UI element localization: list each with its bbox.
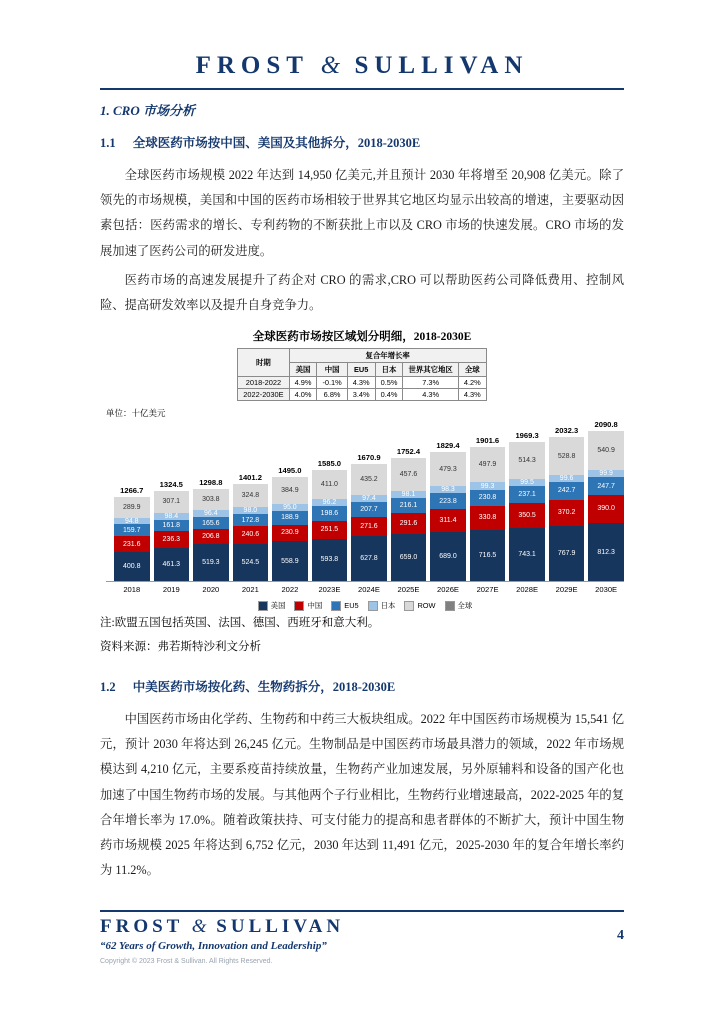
cagr-r1-cn: -0.1%: [317, 377, 347, 389]
legend-label: 全球: [457, 601, 473, 611]
bar-total-label: 1901.6: [475, 435, 500, 445]
x-axis-label: 2018: [123, 585, 141, 595]
bar-group: [351, 453, 387, 582]
bar-segment-美国: 400.8: [114, 552, 150, 581]
bar-segment-ROW: 384.9: [272, 477, 308, 505]
bar-stack: [470, 447, 506, 581]
bar-segment-中国: 370.2: [549, 500, 585, 527]
brand-left: FROST: [195, 52, 309, 79]
bar-segment-美国: 461.3: [154, 548, 190, 581]
bar-segment-ROW: 479.3: [430, 452, 466, 486]
figure-note: 注:欧盟五国包括英国、法国、德国、西班牙和意大利。: [100, 617, 380, 630]
bar-segment-日本: 99.3: [470, 482, 506, 489]
cagr-r2-us: 4.0%: [289, 389, 317, 401]
cagr-r1-global: 4.2%: [458, 377, 486, 389]
subsection-1-2-title: 中美医药市场按化药、生物药拆分，2018-2030E: [132, 679, 396, 694]
bar-segment-美国: 716.5: [470, 530, 506, 581]
legend-item-日本: [368, 600, 396, 611]
footer-brand-ampersand: &: [191, 916, 208, 937]
bar-segment-中国: 390.0: [588, 495, 624, 523]
x-axis-label: 2021: [241, 585, 259, 595]
x-axis-label: 2025E: [397, 585, 420, 595]
bar-segment-中国: 240.6: [233, 526, 269, 543]
bar-segment-日本: 95.0: [272, 504, 308, 511]
legend-item-美国: [258, 600, 286, 611]
bar-segment-美国: 659.0: [391, 534, 427, 581]
bar-stack: [430, 452, 466, 581]
bar-segment-美国: 519.3: [193, 544, 229, 581]
bar-group: [509, 431, 545, 581]
bar-segment-日本: 96.4: [193, 510, 229, 517]
chart-x-axis: [106, 581, 624, 594]
footer-divider: [100, 910, 624, 912]
bar-segment-中国: 350.5: [509, 503, 545, 528]
legend-label: 日本: [380, 601, 396, 611]
bar-segment-EU5: 161.8: [154, 520, 190, 532]
chart-bars: [106, 413, 624, 581]
bar-segment-EU5: 247.7: [588, 477, 624, 495]
stacked-bar-chart: [100, 413, 624, 611]
bar-segment-ROW: 289.9: [114, 497, 150, 518]
legend-swatch: [294, 601, 304, 611]
bar-segment-ROW: 303.8: [193, 489, 229, 511]
bar-segment-日本: 98.3: [430, 486, 466, 493]
bar-segment-ROW: 540.9: [588, 431, 624, 470]
bar-group: [391, 447, 427, 582]
cagr-r2-row: 4.3%: [403, 389, 458, 401]
legend-item-中国: [294, 600, 322, 611]
bar-segment-日本: 98.0: [233, 507, 269, 514]
table-row: [238, 377, 486, 389]
legend-swatch: [368, 601, 378, 611]
x-axis-label: 2022: [281, 585, 299, 595]
legend-label: 美国: [270, 601, 286, 611]
bar-segment-EU5: 207.7: [351, 502, 387, 517]
figure-source: 资料来源：弗若斯特沙利文分析: [100, 641, 261, 654]
bar-stack: [391, 458, 427, 582]
cagr-r2-eu5: 3.4%: [347, 389, 375, 401]
bar-segment-EU5: 230.8: [470, 490, 506, 507]
x-axis-label: 2024E: [357, 585, 380, 595]
section-number: 1.: [100, 103, 110, 118]
bar-segment-美国: 627.8: [351, 536, 387, 581]
bar-total-label: 2090.8: [594, 420, 618, 430]
bar-group: [312, 459, 348, 581]
bar-segment-美国: 689.0: [430, 532, 466, 581]
cagr-corner-header: 时期: [238, 349, 289, 377]
footer-brand-right: SULLIVAN: [216, 916, 345, 937]
page-header: [100, 52, 624, 80]
bar-segment-ROW: 497.9: [470, 447, 506, 483]
bar-segment-美国: 593.8: [312, 539, 348, 582]
cagr-row-period-2: 2022-2030E: [238, 389, 289, 401]
bar-segment-日本: 99.5: [509, 479, 545, 486]
bar-total-label: 1298.8: [199, 477, 223, 487]
bar-total-label: 1969.3: [515, 430, 539, 440]
bar-stack: [154, 491, 190, 582]
bar-segment-EU5: 172.8: [233, 514, 269, 526]
bar-segment-美国: 812.3: [588, 523, 624, 581]
brand-ampersand: &: [320, 52, 343, 79]
bar-group: [272, 466, 308, 582]
bar-segment-ROW: 411.0: [312, 470, 348, 499]
bar-segment-ROW: 307.1: [154, 491, 190, 513]
table-row: [238, 389, 486, 401]
bar-segment-EU5: 237.1: [509, 486, 545, 503]
subsection-1-2-heading: [100, 677, 624, 695]
cagr-r1-eu5: 4.3%: [347, 377, 375, 389]
bar-segment-EU5: 223.8: [430, 493, 466, 509]
bar-segment-美国: 558.9: [272, 541, 308, 581]
footer-brand-left: FROST: [100, 916, 184, 937]
paragraph-1-1-a: 全球医药市场规模 2022 年达到 14,950 亿美元,并且预计 2030 年将增至 20,908 亿美元。除了领先的市场规模，美国和中国的医药市场相较于世界其它地区均显示出较高的增速，主要驱动因素包括：医药需求的增长、专利药物的不断获批上市以及 CRO 市场的快速发展。CRO 市场的发展加速了医药公司的研发进度。: [100, 168, 624, 258]
bar-stack: [114, 497, 150, 581]
figure-title: 全球医药市场按区域划分明细，2018-2030E: [252, 331, 472, 344]
bar-group: [588, 420, 624, 581]
bar-segment-日本: 94.8: [114, 518, 150, 525]
bar-total-label: 1401.2: [238, 472, 262, 482]
legend-item-ROW: [404, 601, 435, 611]
bar-total-label: 1585.0: [317, 458, 342, 468]
bar-group: [114, 486, 150, 581]
bar-segment-日本: 99.6: [549, 475, 585, 482]
x-axis-label: 2023E: [318, 585, 341, 595]
brand-title: [100, 52, 624, 80]
footer-copyright: Copyright © 2023 Frost & Sullivan. All Rights Reserved.: [100, 958, 273, 965]
bar-segment-日本: 98.4: [154, 513, 190, 520]
bar-stack: [312, 470, 348, 581]
bar-segment-中国: 236.3: [154, 531, 190, 548]
bar-stack: [193, 489, 229, 582]
legend-item-EU5: [331, 601, 358, 611]
cagr-table-wrapper: [100, 348, 624, 401]
x-axis-label: 2030E: [595, 585, 618, 595]
bar-segment-中国: 231.6: [114, 536, 150, 553]
x-axis-label: 2028E: [516, 585, 539, 595]
page-number: 4: [617, 928, 624, 943]
paragraph-1-1-b: 医药市场的高速发展提升了药企对 CRO 的需求,CRO 可以帮助医药公司降低费用、控制风险、提高研发效率以及提升自身竞争力。: [100, 272, 624, 313]
brand-right: SULLIVAN: [354, 52, 529, 79]
subsection-1-1-heading: [100, 133, 624, 151]
bar-segment-日本: 99.9: [588, 470, 624, 477]
bar-segment-EU5: 198.6: [312, 506, 348, 520]
section-title: CRO 市场分析: [113, 103, 195, 118]
page-content: [100, 100, 624, 887]
bar-group: [430, 441, 466, 581]
cagr-col-eu5: EU5: [347, 363, 375, 377]
cagr-col-global: 全球: [458, 363, 486, 377]
cagr-row-period-1: 2018-2022: [238, 377, 289, 389]
bar-segment-中国: 330.8: [470, 506, 506, 530]
subsection-1-1-title: 全球医药市场按中国、美国及其他拆分，2018-2030E: [132, 136, 421, 150]
section-heading: [100, 100, 624, 119]
x-axis-label: 2020: [202, 585, 220, 595]
bar-segment-ROW: 324.8: [233, 484, 269, 507]
cagr-col-cn: 中国: [317, 363, 347, 377]
bar-segment-中国: 251.5: [312, 521, 348, 539]
bar-segment-EU5: 216.1: [391, 498, 427, 514]
bar-group: [470, 436, 506, 581]
bar-stack: [272, 477, 308, 582]
x-axis-label: 2019: [162, 585, 180, 595]
bar-stack: [549, 437, 585, 581]
bar-segment-EU5: 159.7: [114, 524, 150, 535]
bar-stack: [588, 431, 624, 581]
x-axis-label: 2026E: [437, 585, 459, 595]
bar-total-label: 1752.4: [396, 446, 421, 456]
paragraph-1-2-a: 中国医药市场由化学药、生物药和中药三大板块组成。2022 年中国医药市场规模为 15,541 亿元，预计 2030 年将达到 26,245 亿元。生物制品是中国医药市场最具潜力的领域，2022 年市场规模达到 4,210 亿元，主要系疫苗持续放量，生物药产业加速发展，另外原辅料和设备的国产化也加速了中国生物药市场的发展。与其他两个子行业相比，生物药行业增速最高，2022-2025 年的复合年增长率为 17.0%。随着政策扶持、可支付能力的提高和患者群体的不断扩大，预计中国生物药市场规模 2025 年将达到 6,752 亿元，2030 年达到 11,491 亿元，2025-2030 年的复合年增长率约为 11.2%。: [100, 711, 624, 878]
cagr-r1-row: 7.3%: [403, 377, 458, 389]
cagr-r2-jp: 0.4%: [375, 389, 403, 401]
bar-segment-EU5: 165.6: [193, 517, 229, 529]
subsection-1-2-number: 1.2: [100, 679, 116, 694]
bar-group: [549, 426, 585, 581]
legend-item-全球: [445, 600, 473, 611]
bar-segment-ROW: 514.3: [509, 442, 545, 479]
legend-label: EU5: [344, 601, 359, 611]
bar-segment-美国: 524.5: [233, 544, 269, 582]
bar-segment-日本: 98.1: [391, 491, 427, 498]
legend-swatch: [445, 601, 455, 611]
subsection-1-1-number: 1.1: [100, 136, 116, 150]
bar-segment-ROW: 435.2: [351, 464, 387, 495]
legend-swatch: [331, 601, 341, 611]
bar-segment-中国: 206.8: [193, 529, 229, 544]
bar-segment-ROW: 528.8: [549, 437, 585, 475]
cagr-table: [237, 348, 486, 401]
chart-legend: [106, 600, 624, 611]
bar-segment-EU5: 188.9: [272, 511, 308, 525]
bar-group: [154, 480, 190, 582]
bar-segment-ROW: 457.6: [391, 458, 427, 491]
bar-total-label: 1670.9: [357, 452, 381, 462]
bar-total-label: 1266.7: [120, 485, 144, 495]
bar-total-label: 2032.3: [554, 426, 579, 436]
legend-swatch: [404, 601, 414, 611]
cagr-r1-jp: 0.5%: [375, 377, 403, 389]
page-footer: [100, 916, 624, 965]
bar-total-label: 1829.4: [436, 441, 460, 450]
header-divider: [100, 88, 624, 90]
cagr-col-us: 美国: [289, 363, 317, 377]
legend-label: 中国: [307, 601, 323, 611]
x-axis-label: 2027E: [476, 585, 499, 595]
bar-group: [193, 478, 229, 582]
bar-group: [233, 473, 269, 582]
bar-segment-日本: 96.2: [312, 499, 348, 506]
cagr-col-jp: 日本: [375, 363, 403, 377]
cagr-r1-us: 4.9%: [289, 377, 317, 389]
bar-segment-中国: 291.6: [391, 513, 427, 534]
x-axis-label: 2029E: [555, 585, 578, 595]
cagr-group-header: 复合年增长率: [289, 349, 486, 363]
legend-label: ROW: [417, 601, 436, 611]
bar-segment-EU5: 242.7: [549, 482, 585, 499]
bar-segment-美国: 767.9: [549, 526, 585, 581]
chart-unit-label: 单位：十亿美元: [106, 408, 166, 419]
cagr-r2-cn: 6.8%: [317, 389, 347, 401]
bar-total-label: 1324.5: [159, 479, 183, 489]
bar-stack: [509, 442, 545, 581]
bar-total-label: 1495.0: [278, 465, 302, 475]
footer-brand: [100, 916, 624, 938]
bar-segment-美国: 743.1: [509, 528, 545, 581]
legend-swatch: [258, 601, 268, 611]
footer-tagline: “62 Years of Growth, Innovation and Leadership”: [100, 940, 327, 952]
cagr-r2-global: 4.3%: [458, 389, 486, 401]
bar-segment-中国: 271.6: [351, 517, 387, 536]
bar-segment-日本: 97.4: [351, 495, 387, 502]
bar-segment-中国: 311.4: [430, 509, 466, 531]
figure-global-pharma-market: [100, 328, 624, 659]
cagr-col-row: 世界其它地区: [403, 363, 458, 377]
bar-stack: [351, 464, 387, 582]
bar-segment-中国: 230.9: [272, 525, 308, 542]
bar-stack: [233, 484, 269, 582]
